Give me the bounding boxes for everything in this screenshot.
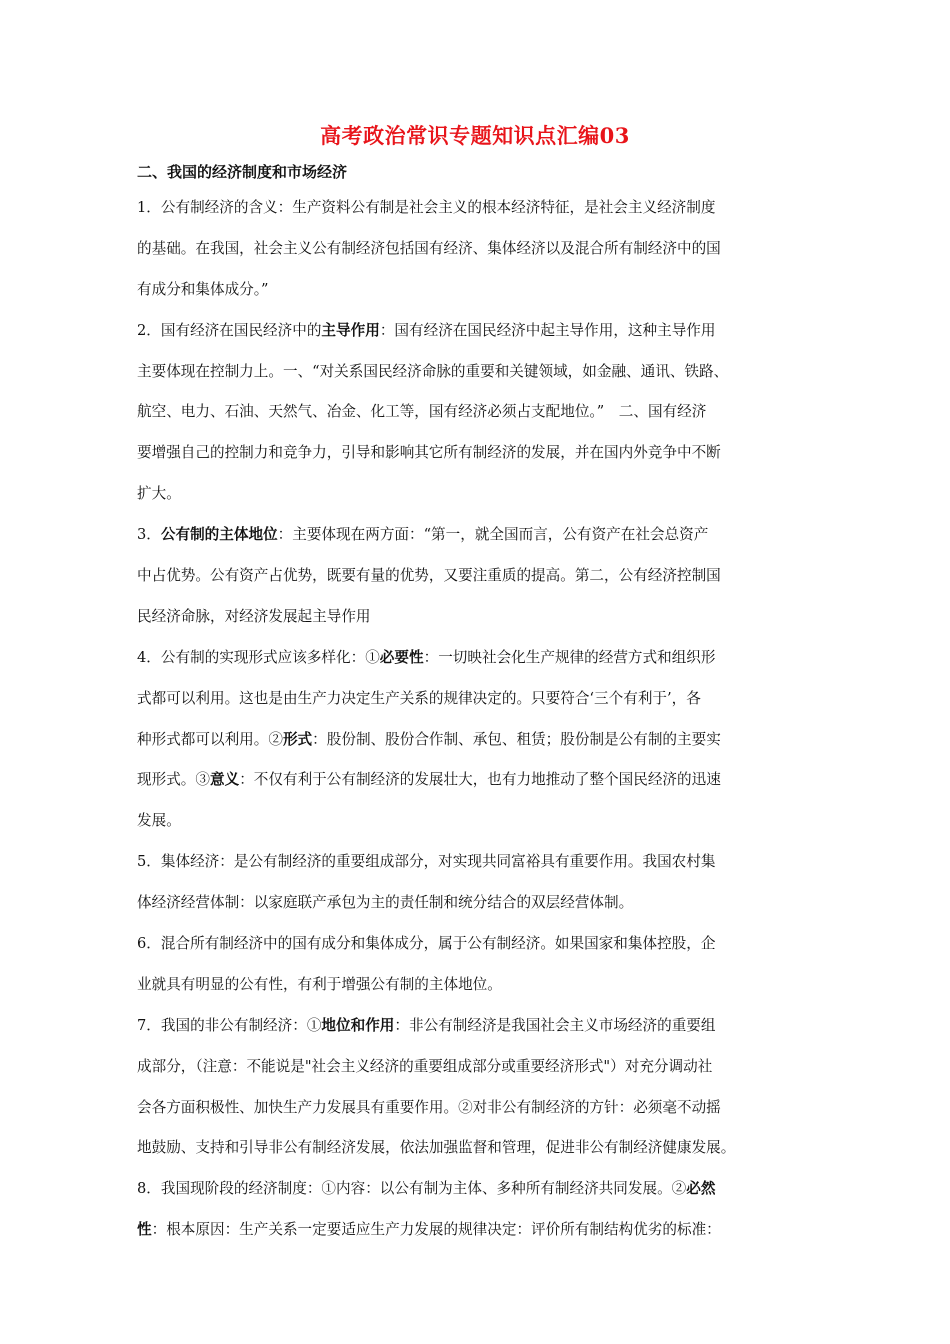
bold-term: 必要性 <box>379 648 424 666</box>
text-line <box>137 846 827 887</box>
text-segment: 4．公有制的实现形式应该多样化：① <box>137 648 380 666</box>
text-segment: 体经济经营体制：以家庭联产承包为主的责任制和统分结合的双层经营体制。 <box>137 894 634 912</box>
text-segment: 民经济命脉，对经济发展起主导作用 <box>137 607 371 625</box>
text-segment: ：不仅有利于公有制经济的发展壮大，也有力地推动了整个国民经济的迅速 <box>239 771 721 789</box>
text-line <box>137 724 827 765</box>
text-segment: 种形式都可以利用。② <box>137 730 283 748</box>
text-segment: 3． <box>137 526 161 544</box>
text-segment: 业就具有明显的公有性，有利于增强公有制的主体地位。 <box>137 975 502 993</box>
text-line <box>137 1173 827 1214</box>
text-line <box>137 928 827 969</box>
text-line <box>137 519 827 560</box>
text-line <box>137 1010 827 1051</box>
text-segment: 2．国有经济在国民经济中的 <box>137 321 322 339</box>
text-line <box>137 887 827 928</box>
text-segment: ：一切映社会化生产规律的经营方式和组织形 <box>423 648 716 666</box>
text-line <box>137 1214 827 1255</box>
text-segment: 中占优势。公有资产占优势，既要有量的优势，又要注重质的提高。第二，公有经济控制国 <box>137 567 721 585</box>
text-segment: 有成分和集体成分。” <box>137 280 269 298</box>
text-line <box>137 233 827 274</box>
bold-term: 必然 <box>686 1180 716 1198</box>
text-segment: 成部分，（注意：不能说是"社会主义经济的重要组成部分或重要经济形式"）对充分调动社 <box>137 1057 713 1075</box>
text-line <box>137 1051 827 1092</box>
text-line <box>137 1092 827 1133</box>
text-line <box>137 396 827 437</box>
text-line <box>137 560 827 601</box>
bold-term: 主导作用 <box>321 321 380 339</box>
text-segment: 发展。 <box>137 812 181 830</box>
bold-term: 形式 <box>282 730 313 748</box>
text-segment: 航空、电力、石油、天然气、冶金、化工等，国有经济必须占支配地位。” 二、国有经济 <box>137 403 707 421</box>
bold-term: 性 <box>137 1221 152 1239</box>
section-heading: 二、我国的经济制度和市场经济 <box>137 163 348 181</box>
text-segment: 现形式。③ <box>137 771 210 789</box>
text-segment: 扩大。 <box>137 485 181 503</box>
text-line <box>137 356 827 397</box>
text-segment: 要增强自己的控制力和竞争力，引导和影响其它所有制经济的发展，并在国内外竞争中不断 <box>137 444 721 462</box>
text-segment: 的基础。在我国，社会主义公有制经济包括国有经济、集体经济以及混合所有制经济中的国 <box>137 239 721 257</box>
text-segment: 8．我国现阶段的经济制度：①内容：以公有制为主体、多种所有制经济共同发展。② <box>137 1180 687 1198</box>
text-segment: ：主要体现在两方面：“第一，就全国而言，公有资产在社会总资产 <box>277 526 709 544</box>
text-segment: 7．我国的非公有制经济：① <box>137 1016 322 1034</box>
text-segment: 式都可以利用。这也是由生产力决定生产关系的规律决定的。只要符合‘三个有利于’，各 <box>137 689 701 707</box>
text-line <box>137 642 827 683</box>
text-segment: 主要体现在控制力上。一、“对关系国民经济命脉的重要和关键领域，如金融、通讯、铁路、 <box>137 362 729 380</box>
bold-term: 地位和作用 <box>321 1016 395 1034</box>
text-segment: ：根本原因：生产关系一定要适应生产力发展的规律决定：评价所有制结构优劣的标准： <box>151 1221 721 1239</box>
text-line <box>137 192 827 233</box>
text-segment: ：国有经济在国民经济中起主导作用，这种主导作用 <box>379 321 716 339</box>
text-line <box>137 969 827 1010</box>
text-line <box>137 1132 827 1173</box>
text-segment: 1．公有制经济的含义：生产资料公有制是社会主义的根本经济特征，是社会主义经济制度 <box>137 199 716 216</box>
text-segment: 5．集体经济：是公有制经济的重要组成部分，对实现共同富裕具有重要作用。我国农村集 <box>137 853 716 871</box>
text-segment: 会各方面积极性、加快生产力发展具有重要作用。②对非公有制经济的方针：必须毫不动摇 <box>137 1098 721 1116</box>
text-line <box>137 274 827 315</box>
text-line <box>137 437 827 478</box>
text-line <box>137 764 827 805</box>
document-body <box>137 192 827 1255</box>
text-segment: ：非公有制经济是我国社会主义市场经济的重要组 <box>394 1016 716 1034</box>
document-title: 高考政治常识专题知识点汇编03 <box>320 123 630 148</box>
text-line <box>137 315 827 356</box>
text-line <box>137 805 827 846</box>
text-segment: 6．混合所有制经济中的国有成分和集体成分，属于公有制经济。如果国家和集体控股，企 <box>137 935 716 953</box>
text-segment: ：股份制、股份合作制、承包、租赁；股份制是公有制的主要实 <box>312 730 721 748</box>
bold-term: 公有制的主体地位 <box>160 526 278 544</box>
text-line <box>137 683 827 724</box>
bold-term: 意义 <box>209 771 240 789</box>
text-segment: 地鼓励、支持和引导非公有制经济发展，依法加强监督和管理，促进非公有制经济健康发展。 <box>137 1139 736 1157</box>
text-line <box>137 478 827 519</box>
text-line <box>137 601 827 642</box>
